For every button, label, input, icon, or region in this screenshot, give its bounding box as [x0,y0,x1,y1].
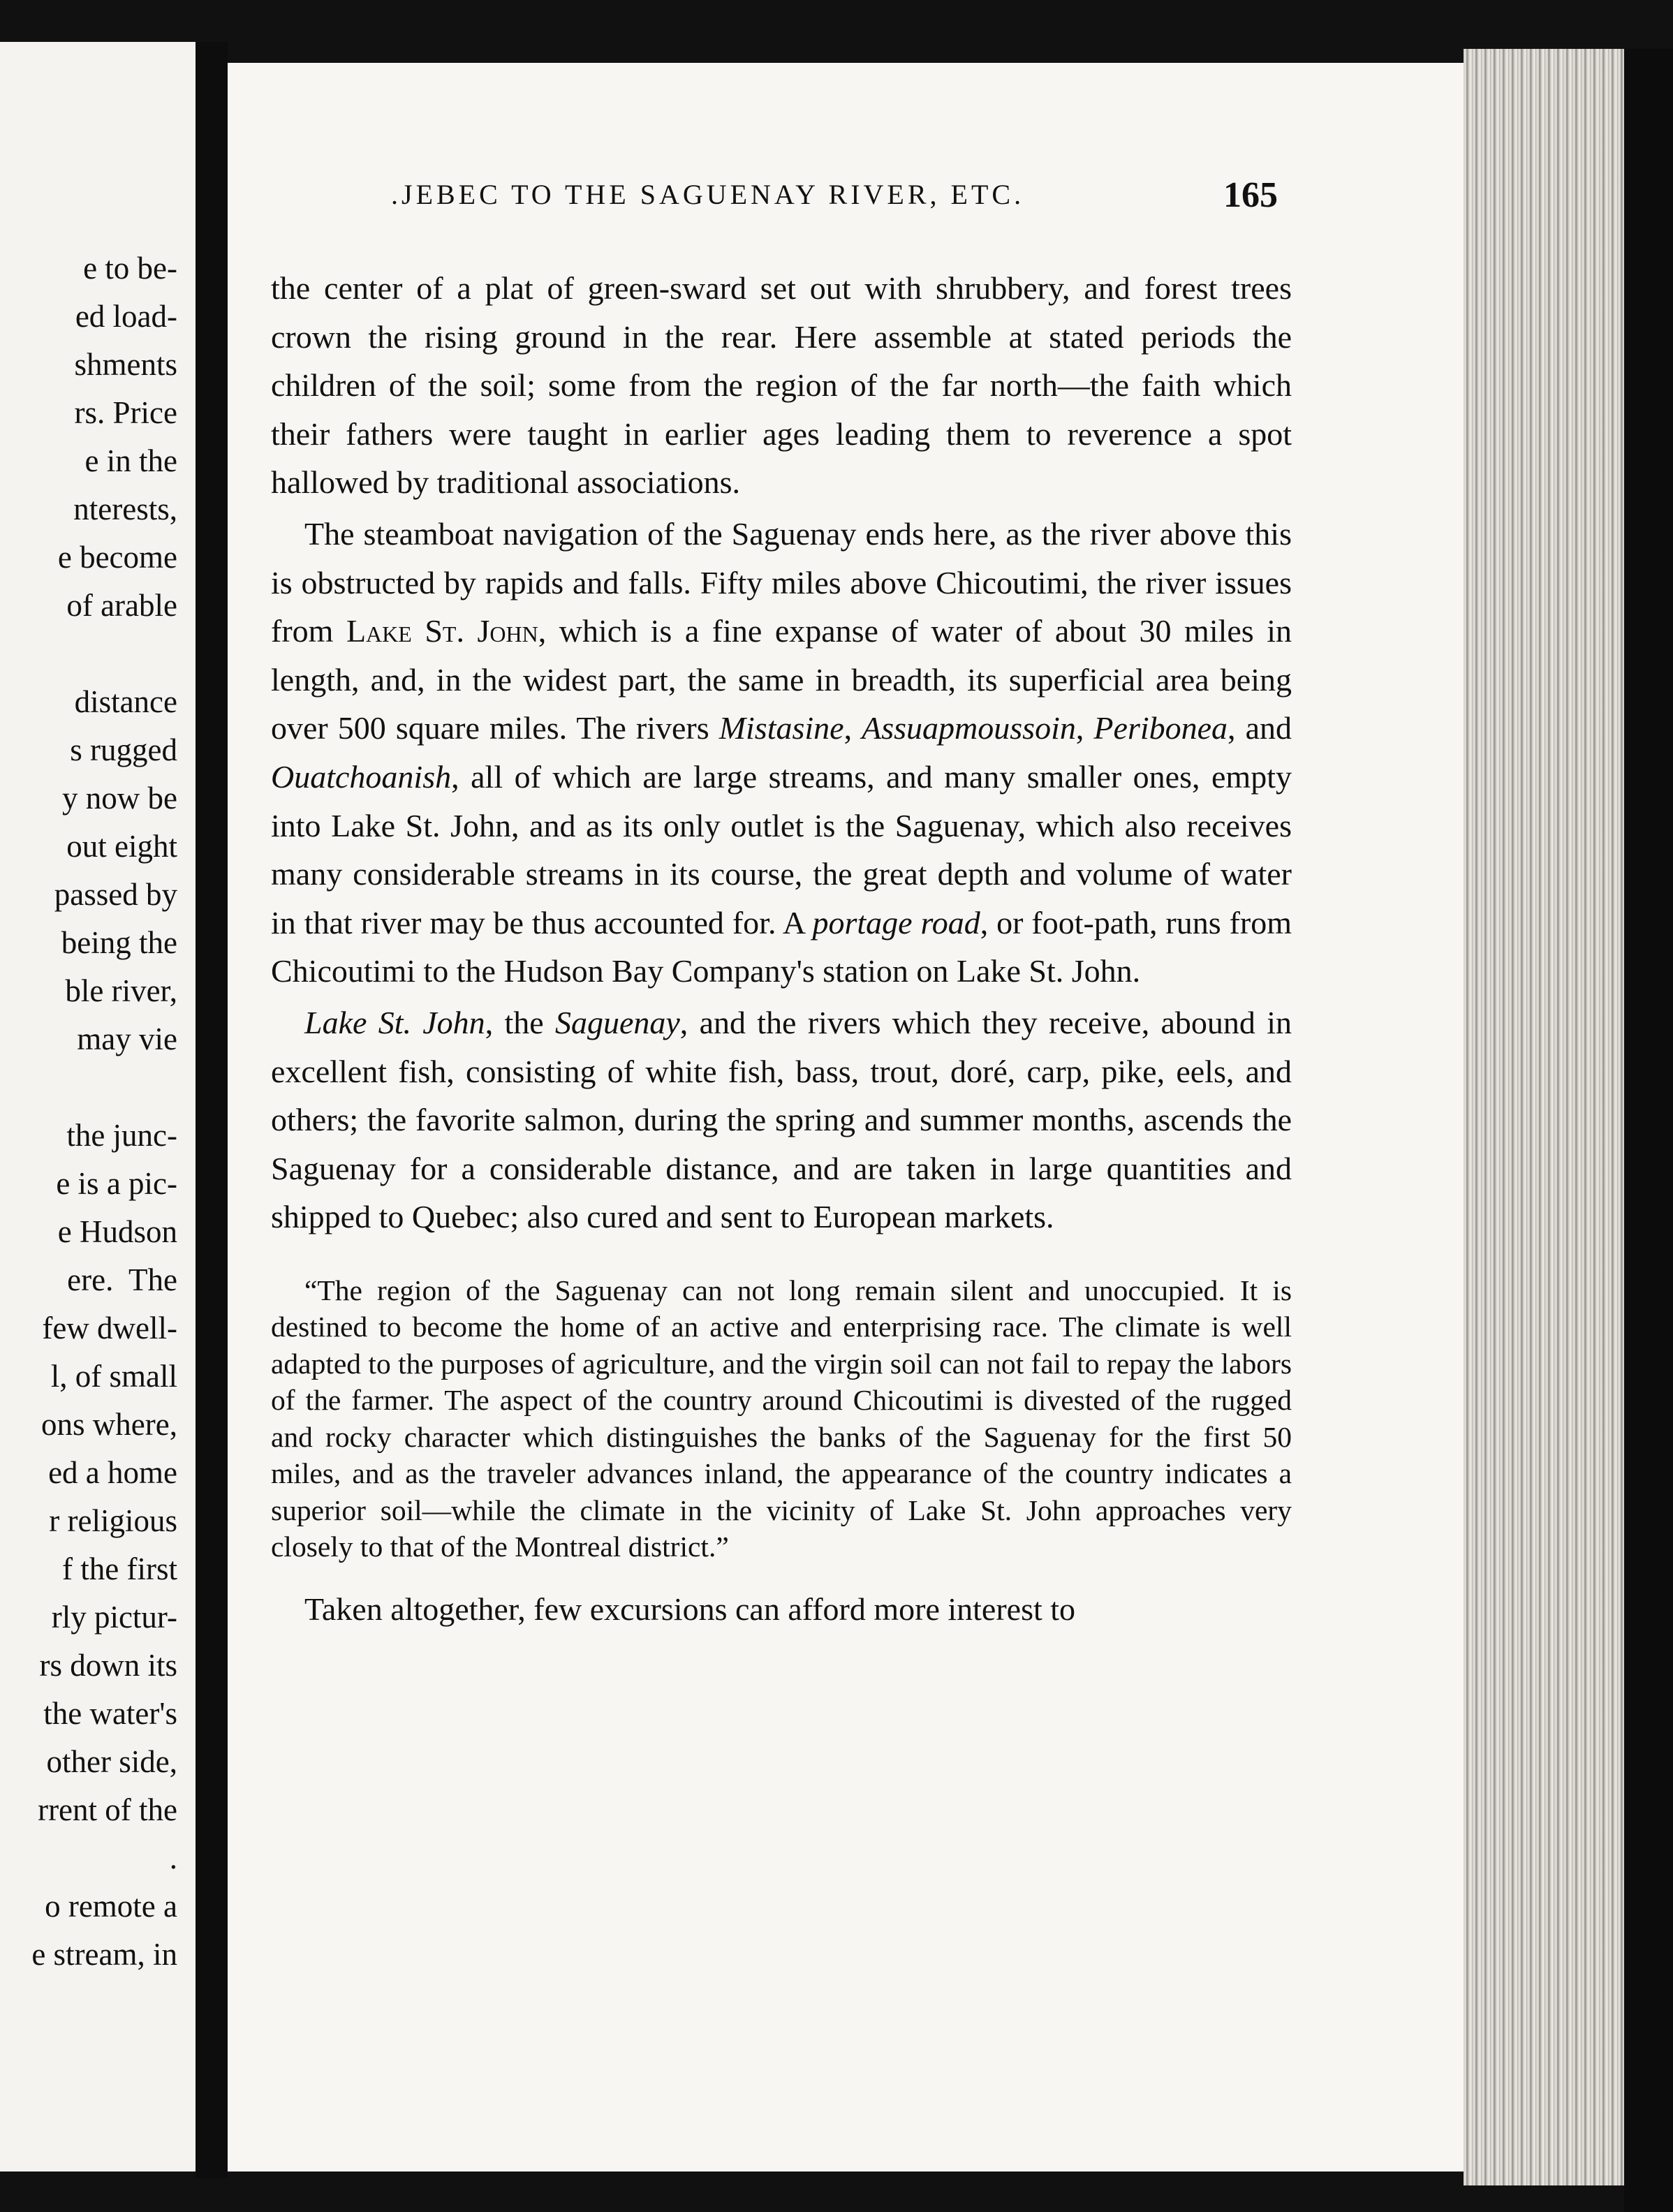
text-run: , and the rivers which they receive, abound in excellent fish, consisting of white fish, bass, trout, doré, carp, pike, eels, and others; the favorite salmon, during the spring and summer months, ascends the Saguenay for a considerable distance, and are taken in large quantities and shipped to Quebec; also cured and sent to European markets. [271,1004,1292,1235]
page-number: 165 [1223,175,1278,215]
facing-page-line: o remote a [45,1889,177,1924]
facing-page-line: rs down its [39,1648,177,1683]
text-run: , or foot-path, runs from Chicoutimi to the Hudson Bay Company's station on Lake St. John. [271,904,1292,989]
facing-page-line: shments [74,347,177,382]
facing-page-line: distance [74,684,177,719]
paragraph-4: Taken altogether, few excursions can afford more interest to [304,1591,1076,1627]
facing-page-line: . [169,1841,177,1875]
facing-page-line: e stream, in [31,1937,177,1972]
text-run: , [843,710,862,746]
river-name: Assuapmoussoin [862,710,1076,746]
text-run: , all of which are large streams, and many smaller ones, empty into Lake St. John, and as its only outlet is the Saguenay, which also receives many considerable streams in its course, the great depth and volume of water in that river may be thus accounted for. A [271,758,1292,941]
facing-page-line: e in the [84,443,177,478]
paragraph-3 [271,998,1292,1241]
facing-page-left [0,42,196,2172]
facing-page-line: few dwell- [42,1311,177,1345]
facing-page-line: other side, [46,1744,177,1779]
facing-page-text [0,244,177,1979]
saguenay-italic: Saguenay [554,1004,680,1040]
facing-page-line: ed a home [48,1455,177,1490]
facing-page-line: passed by [54,877,177,912]
facing-page-line: out eight [66,829,177,864]
facing-page-line: s rugged [70,732,177,767]
facing-page-line [0,630,177,678]
facing-page-line: being the [61,925,177,960]
facing-page-line: e Hudson [57,1214,177,1249]
text-run: , [1075,710,1094,746]
facing-page-line: l, of small [50,1359,177,1394]
facing-page-line: of arable [66,588,177,623]
river-name: Mistasine [718,710,844,746]
facing-page-line: the junc- [66,1118,177,1153]
text-run: , and [1228,710,1292,746]
lake-name-italic: Lake St. John [304,1004,485,1040]
facing-page-line: the water's [43,1696,177,1731]
facing-page-line: f the first [62,1551,177,1586]
lake-st-john-smallcaps: Lake St. John [346,613,538,649]
portage-road-italic: portage road [812,904,980,941]
block-quote: “The region of the Saguenay can not long remain silent and unoccupied. It is destined to become the home of an active and enterprising race. The climate is well adapted to the purposes of agriculture, and the virgin soil can not fail to repay the labors of the farmer. The aspect of the country around Chicoutimi is divested of the rugged and rocky character which distinguishes the banks of the Saguenay for the first 50 miles, and as the traveler advances inland, the appearance of the country indicates a superior soil—while the climate in the vicinity of Lake St. John approaches very closely to that of the Montreal district.” [271,1274,1292,1563]
facing-page-line: rly pictur- [51,1600,177,1635]
facing-page-line: e become [57,540,177,575]
paragraph-2 [271,510,1292,996]
facing-page-line: ere. The [67,1262,177,1297]
facing-page-line: nterests, [73,492,177,526]
page-edges [1464,49,1624,2185]
facing-page-line: ons where, [41,1407,177,1442]
facing-page-line: rrent of the [38,1792,177,1827]
facing-page-line: e is a pic- [56,1166,177,1201]
river-name: Ouatchoanish [271,758,452,795]
scan-border [1624,49,1673,2212]
facing-page-line: may vie [77,1022,177,1056]
text-run: The steamboat navigation of the Saguenay ends here, as the river above this is obstructed by rapids and falls. Fifty miles above Chicoutimi, the river issues from [271,515,1292,649]
facing-page-line: e to be- [83,251,177,286]
text-run: , which is a fine expanse of water of about 30 miles in length, and, in the widest part, the same in breadth, its superficial area being over 500 square miles. The rivers [271,613,1292,746]
facing-page-line: ed load- [75,299,177,334]
running-head: .JEBEC TO THE SAGUENAY RIVER, ETC. [391,179,1025,210]
facing-page-line: ble river, [65,973,177,1008]
facing-page-line: r religious [49,1503,177,1538]
facing-page-line [0,1063,177,1112]
facing-page-line: rs. Price [74,395,177,430]
facing-page-line: y now be [62,781,177,816]
paragraph-1: the center of a plat of green-sward set out with shrubbery, and forest trees crown the rising ground in the rear. Here assemble at stated periods the children of the soil; some from the region of the far north—the faith which their fathers were taught in earlier ages leading them to reverence a spot hallowed by traditional associations. [271,270,1292,501]
river-name: Peribonea [1093,710,1228,746]
page-body [271,264,1292,1633]
book-gutter [196,42,228,2178]
text-run: , the [485,1004,555,1040]
